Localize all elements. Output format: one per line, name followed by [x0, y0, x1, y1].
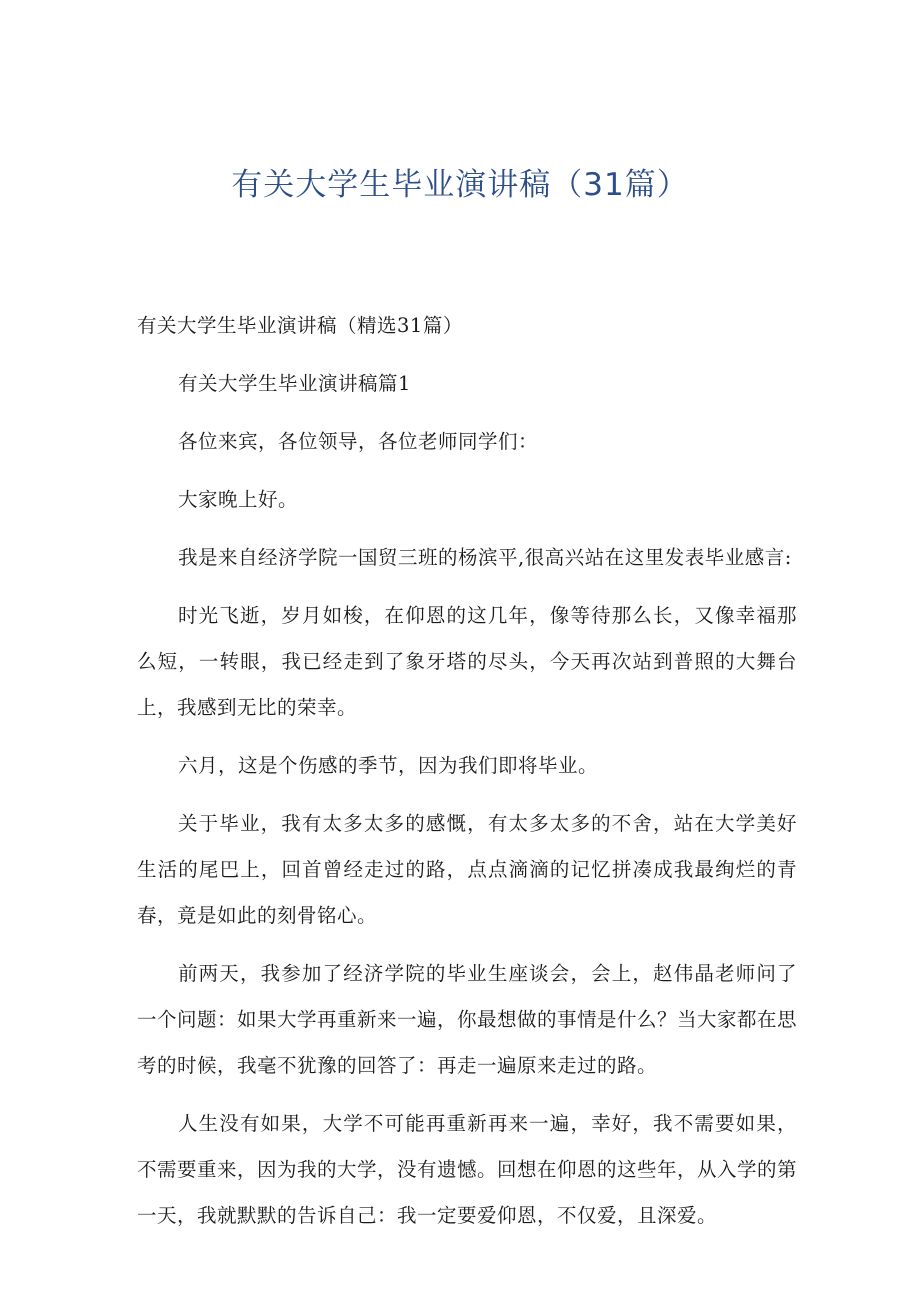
paragraph: 时光飞逝，岁月如梭，在仰恩的这几年，像等待那么长，又像幸福那么短，一转眼，我已经走到了象牙塔的尽头，今天再次站到普照的大舞台上，我感到无比的荣幸。	[137, 604, 797, 719]
paragraph: 我是来自经济学院一国贸三班的杨滨平,很高兴站在这里发表毕业感言:	[178, 546, 792, 569]
paragraph: 六月，这是个伤感的季节，因为我们即将毕业。	[178, 754, 599, 777]
document-title: 有关大学生毕业演讲稿（31篇）	[231, 167, 689, 203]
paragraph: 各位来宾，各位领导，各位老师同学们：	[178, 430, 539, 453]
document-subtitle: 有关大学生毕业演讲稿（精选31篇）	[137, 314, 463, 337]
paragraph: 人生没有如果，大学不可能再重新再来一遍，幸好，我不需要如果，不需要重来，因为我的大学，没有遗憾。回想在仰恩的这些年，从入学的第一天，我就默默的告诉自己：我一定要爱仰恩，不仅爱，且深爱。	[137, 1112, 798, 1227]
paragraph: 关于毕业，我有太多太多的感慨，有太多太多的不舍，站在大学美好生活的尾巴上，回首曾经走过的路，点点滴滴的记忆拼凑成我最绚烂的青春，竟是如此的刻骨铭心。	[137, 812, 797, 927]
section-heading: 有关大学生毕业演讲稿篇1	[178, 372, 411, 395]
document-body	[137, 303, 797, 1239]
paragraph: 前两天，我参加了经济学院的毕业生座谈会，会上，赵伟晶老师问了一个问题：如果大学再重新来一遍，你最想做的事情是什么？当大家都在思考的时候，我毫不犹豫的回答了：再走一遍原来走过的路。	[137, 962, 798, 1077]
paragraph: 大家晚上好。	[178, 488, 299, 511]
